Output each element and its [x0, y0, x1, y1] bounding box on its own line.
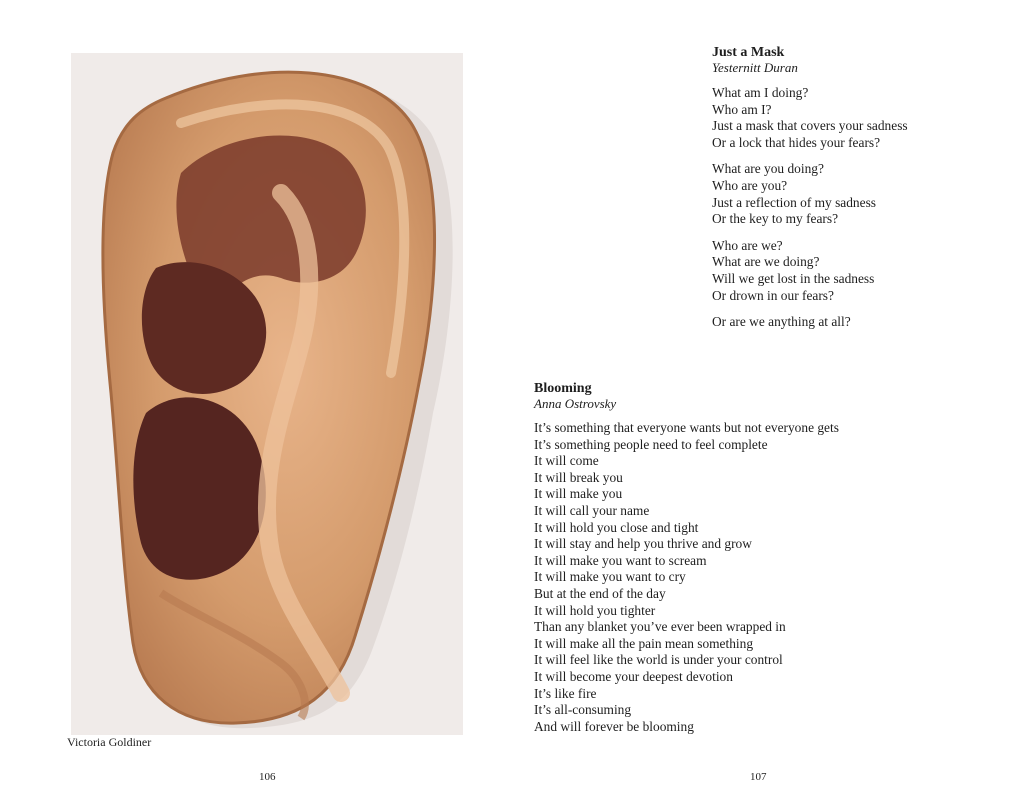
ear-painting-icon [71, 53, 463, 735]
stanza [712, 161, 908, 227]
ear-painting [71, 53, 463, 735]
poem-title: Blooming [534, 381, 592, 396]
poem-line: What are we doing? [712, 254, 820, 270]
poem-blooming [534, 381, 839, 735]
poem-line: It will make you want to scream [534, 552, 707, 568]
poem-line: It’s something that everyone wants but not everyone gets [534, 420, 839, 435]
poem-line: Or are we anything at all? [712, 314, 851, 330]
page-number-right: 107 [750, 771, 767, 783]
poem-line: It will hold you tighter [534, 602, 656, 618]
stanza [712, 238, 908, 304]
poem-line: Just a reflection of my sadness [712, 194, 876, 210]
poem-line: Will we get lost in the sadness [712, 270, 875, 286]
artwork-caption: Victoria Goldiner [67, 735, 152, 749]
poem-line: It will become your deepest devotion [534, 668, 733, 684]
poem-line: It will make you [534, 486, 623, 502]
poem-just-a-mask [712, 45, 908, 331]
poem-line: Who are we? [712, 237, 783, 253]
poem-line: It’s something people need to feel complete [534, 436, 768, 452]
poem-line: It will call your name [534, 502, 650, 518]
poem-author: Anna Ostrovsky [534, 396, 617, 411]
poem-line: It will stay and help you thrive and grow [534, 536, 752, 552]
page-number-left: 106 [259, 771, 276, 783]
poem-line: It will feel like the world is under your control [534, 652, 783, 668]
poem-author: Yesternitt Duran [712, 60, 798, 75]
poem-line: It’s like fire [534, 685, 597, 701]
poem-line: It will make you want to cry [534, 569, 686, 585]
poem-line: But at the end of the day [534, 585, 666, 601]
poem-line: It will come [534, 453, 599, 469]
poem-line: Or a lock that hides your fears? [712, 134, 881, 150]
poem-line: What are you doing? [712, 161, 824, 177]
poem-line: And will forever be blooming [534, 718, 694, 734]
poem-line: Or the key to my fears? [712, 211, 839, 227]
poem-line: It will hold you close and tight [534, 519, 699, 535]
poem-line: Who are you? [712, 177, 788, 193]
stanza [534, 420, 839, 735]
stanza [712, 85, 908, 151]
poem-line: It’s all-consuming [534, 702, 632, 718]
poem-line: Or drown in our fears? [712, 287, 834, 303]
poem-line: What am I doing? [712, 85, 809, 100]
poem-line: It will break you [534, 469, 623, 485]
poem-line: It will make all the pain mean something [534, 635, 754, 651]
poem-line: Who am I? [712, 101, 772, 117]
poem-line: Just a mask that covers your sadness [712, 118, 908, 134]
poem-line: Than any blanket you’ve ever been wrapped in [534, 619, 786, 635]
stanza [712, 314, 908, 331]
poem-title: Just a Mask [712, 45, 785, 60]
